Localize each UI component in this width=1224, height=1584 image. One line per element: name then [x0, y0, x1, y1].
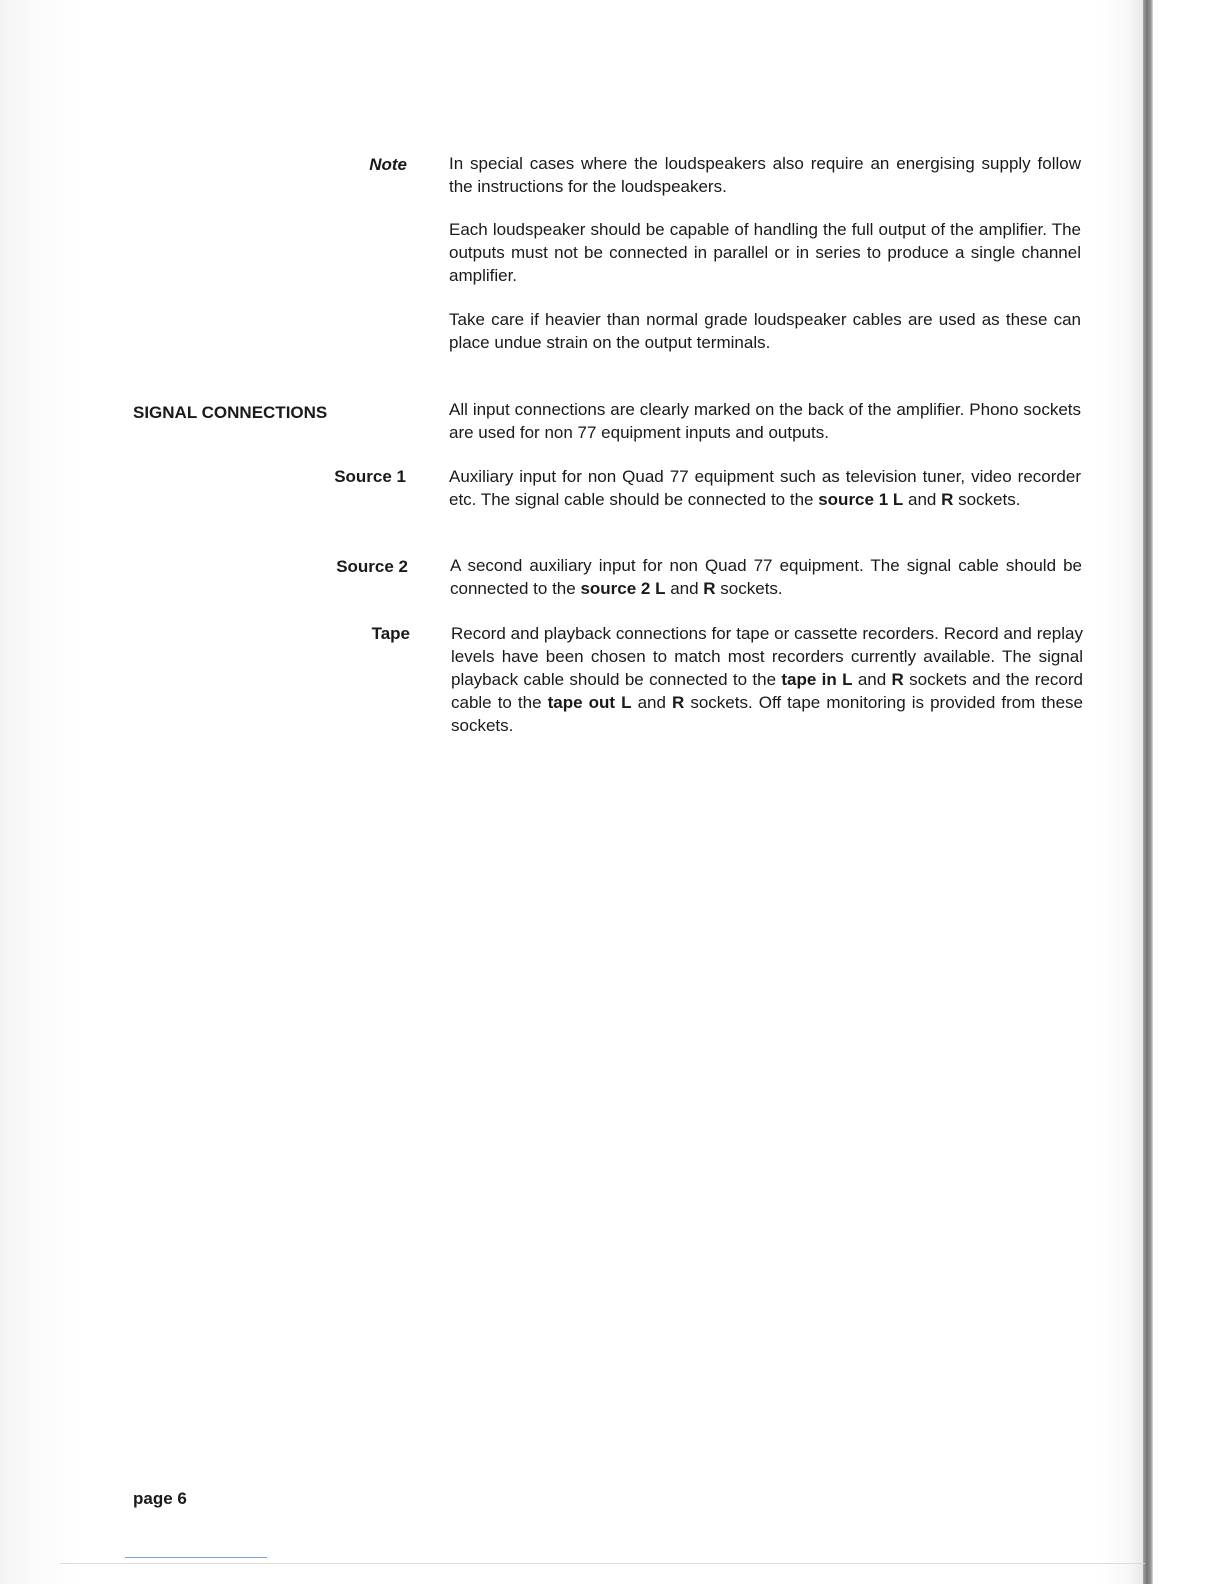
note-paragraph-1: In special cases where the loudspeakers also require an energising supply follow the instructions for the loudspeakers. [449, 154, 1081, 196]
tape-bold-r-2: R [672, 693, 685, 712]
signal-connections-intro: All input connections are clearly marked on the back of the amplifier. Phono sockets are used for non 77 equipment inputs and outputs. [449, 400, 1081, 442]
tape-paragraph [451, 622, 1083, 737]
note-paragraph-3: Take care if heavier than normal grade loudspeaker cables are used as these can place undue strain on the output terminals. [449, 310, 1081, 352]
source-1-label: Source 1 [334, 467, 406, 486]
note-label: Note [369, 155, 407, 174]
source-1-paragraph [449, 465, 1081, 511]
section-heading-signal-connections: SIGNAL CONNECTIONS [133, 403, 328, 422]
source-1-bold-r: R [941, 490, 954, 509]
tape-bold-tape-out: tape out L [547, 693, 632, 712]
source-1-text-a: Auxiliary input for non Quad 77 equipment such as television tuner, video recorder etc. The signal cable should be connected to the [449, 467, 1081, 509]
source-1-text-b: and [903, 490, 942, 509]
tape-text-c: sockets and the record cable to the [451, 670, 1083, 712]
bottom-rule-accent [125, 1557, 267, 1558]
source-2-text-b: and [665, 579, 704, 598]
page-number: page 6 [133, 1489, 187, 1508]
tape-text-d: and [631, 693, 672, 712]
source-2-text-c: sockets. [715, 579, 783, 598]
note-paragraph-2: Each loudspeaker should be capable of handling the full output of the amplifier. The outputs must not be connected in parallel or in series to produce a single channel amplifier. [449, 220, 1081, 285]
tape-bold-r-1: R [891, 670, 904, 689]
binding-spine [1143, 0, 1153, 1584]
source-2-text-a: A second auxiliary input for non Quad 77 equipment. The signal cable should be connected to the [450, 556, 1082, 598]
bottom-rule [60, 1563, 1145, 1564]
source-2-bold-socket: source 2 L [580, 579, 666, 598]
tape-text-b: and [852, 670, 892, 689]
tape-label: Tape [371, 624, 410, 643]
tape-text-a: Record and playback connections for tape or cassette recorders. Record and replay levels have been chosen to match most recorders currently available. The signal playback cable should be connected to the [451, 624, 1083, 689]
tape-bold-tape-in: tape in L [781, 670, 853, 689]
tape-text-e: sockets. Off tape monitoring is provided from these sockets. [451, 693, 1083, 735]
source-2-paragraph [450, 554, 1082, 600]
source-2-label: Source 2 [336, 557, 408, 576]
source-2-bold-r: R [703, 579, 716, 598]
source-1-bold-socket: source 1 L [818, 490, 904, 509]
source-1-text-c: sockets. [953, 490, 1021, 509]
